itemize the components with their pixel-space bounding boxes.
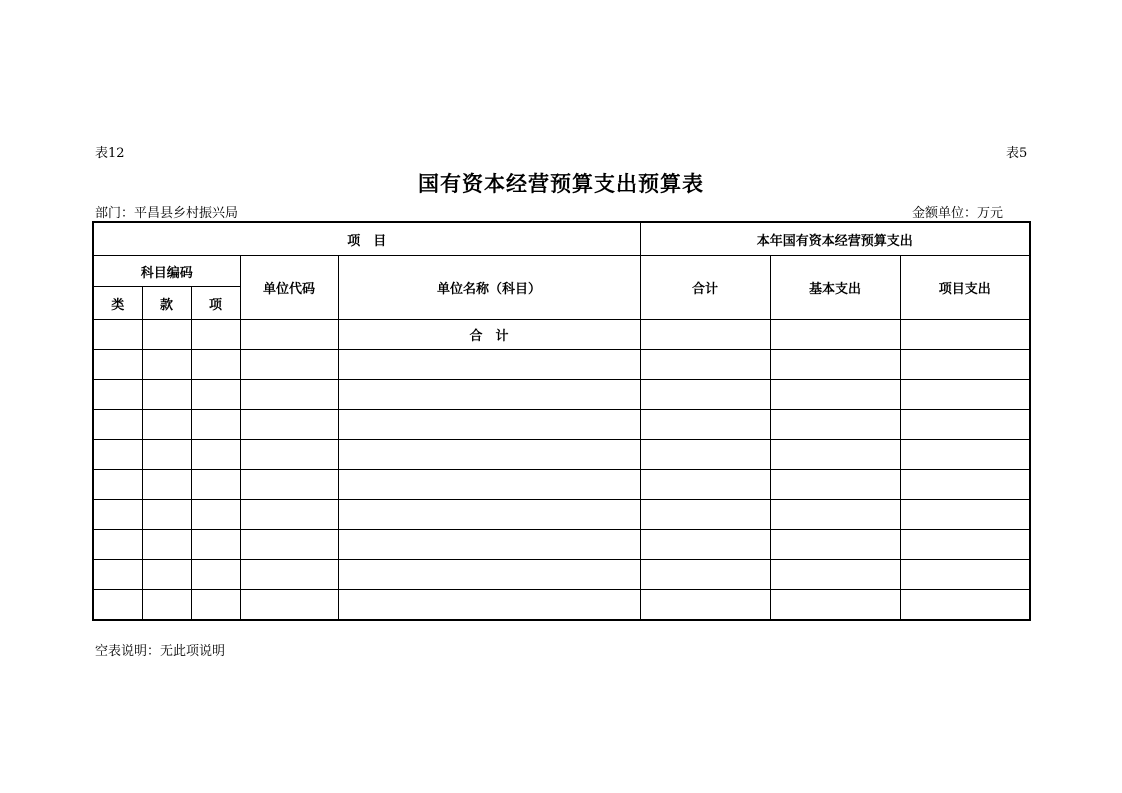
cell	[142, 470, 191, 500]
cell	[93, 410, 142, 440]
table-row	[93, 590, 1030, 621]
header-class: 类	[93, 287, 142, 320]
header-row-subject	[93, 256, 1030, 287]
cell	[240, 350, 338, 380]
cell	[338, 380, 640, 410]
cell	[191, 560, 240, 590]
doc-number-left: 表12	[95, 146, 125, 161]
header-item: 项	[191, 287, 240, 320]
cell	[900, 380, 1030, 410]
header-section: 款	[142, 287, 191, 320]
cell	[240, 440, 338, 470]
cell	[240, 470, 338, 500]
cell	[770, 590, 900, 621]
department-label: 部门：平昌县乡村振兴局	[95, 206, 239, 221]
cell	[640, 530, 770, 560]
cell	[900, 410, 1030, 440]
cell	[770, 350, 900, 380]
cell	[240, 530, 338, 560]
cell	[900, 350, 1030, 380]
cell	[338, 470, 640, 500]
cell	[93, 470, 142, 500]
cell	[191, 320, 240, 350]
cell	[191, 530, 240, 560]
cell	[240, 560, 338, 590]
cell	[900, 530, 1030, 560]
cell	[900, 560, 1030, 590]
cell	[142, 350, 191, 380]
cell	[338, 590, 640, 621]
table-row	[93, 350, 1030, 380]
table-row	[93, 410, 1030, 440]
cell	[640, 320, 770, 350]
cell	[900, 470, 1030, 500]
cell	[338, 410, 640, 440]
header-total: 合计	[640, 256, 770, 320]
header-row-group	[93, 222, 1030, 256]
cell	[770, 500, 900, 530]
cell	[191, 350, 240, 380]
cell	[240, 380, 338, 410]
cell	[191, 470, 240, 500]
header-unit-code: 单位代码	[240, 256, 338, 320]
header-expense-group: 本年国有资本经营预算支出	[640, 222, 1030, 256]
cell	[640, 350, 770, 380]
cell	[640, 440, 770, 470]
page-title: 国有资本经营预算支出预算表	[418, 171, 704, 196]
cell	[93, 350, 142, 380]
header-item-group: 项 目	[93, 222, 640, 256]
cell	[142, 530, 191, 560]
cell	[338, 530, 640, 560]
cell	[142, 500, 191, 530]
table-row	[93, 530, 1030, 560]
cell	[142, 380, 191, 410]
table-row	[93, 500, 1030, 530]
cell	[191, 500, 240, 530]
cell	[900, 320, 1030, 350]
cell	[770, 530, 900, 560]
cell	[142, 410, 191, 440]
cell	[240, 590, 338, 621]
header-basic-expense: 基本支出	[770, 256, 900, 320]
doc-number-right: 表5	[1006, 146, 1028, 161]
cell	[191, 440, 240, 470]
table-row	[93, 470, 1030, 500]
cell	[93, 590, 142, 621]
total-row	[93, 320, 1030, 350]
header-project-expense: 项目支出	[900, 256, 1030, 320]
cell	[191, 380, 240, 410]
header-unit-name: 单位名称（科目）	[338, 256, 640, 320]
cell	[770, 560, 900, 590]
cell	[191, 410, 240, 440]
cell	[640, 410, 770, 440]
cell	[900, 590, 1030, 621]
cell	[770, 320, 900, 350]
table-row	[93, 380, 1030, 410]
cell	[640, 470, 770, 500]
cell	[338, 560, 640, 590]
table-row	[93, 560, 1030, 590]
cell	[640, 590, 770, 621]
cell	[240, 320, 338, 350]
cell	[93, 320, 142, 350]
cell	[900, 500, 1030, 530]
cell	[338, 350, 640, 380]
cell	[770, 380, 900, 410]
cell	[240, 410, 338, 440]
cell	[142, 440, 191, 470]
cell	[900, 440, 1030, 470]
amount-unit-label: 金额单位：万元	[912, 206, 1004, 221]
cell	[770, 440, 900, 470]
cell	[640, 380, 770, 410]
footer-note: 空表说明：无此项说明	[95, 644, 226, 659]
cell	[770, 410, 900, 440]
cell	[142, 320, 191, 350]
cell	[338, 440, 640, 470]
cell	[191, 590, 240, 621]
cell	[93, 440, 142, 470]
cell	[93, 380, 142, 410]
cell	[240, 500, 338, 530]
cell	[93, 560, 142, 590]
cell	[142, 560, 191, 590]
cell	[142, 590, 191, 621]
table-row	[93, 440, 1030, 470]
cell	[93, 530, 142, 560]
total-label: 合 计	[338, 320, 640, 350]
budget-table	[92, 221, 1031, 621]
cell	[640, 560, 770, 590]
cell	[770, 470, 900, 500]
cell	[93, 500, 142, 530]
cell	[338, 500, 640, 530]
header-subject-code: 科目编码	[93, 256, 240, 287]
cell	[640, 500, 770, 530]
